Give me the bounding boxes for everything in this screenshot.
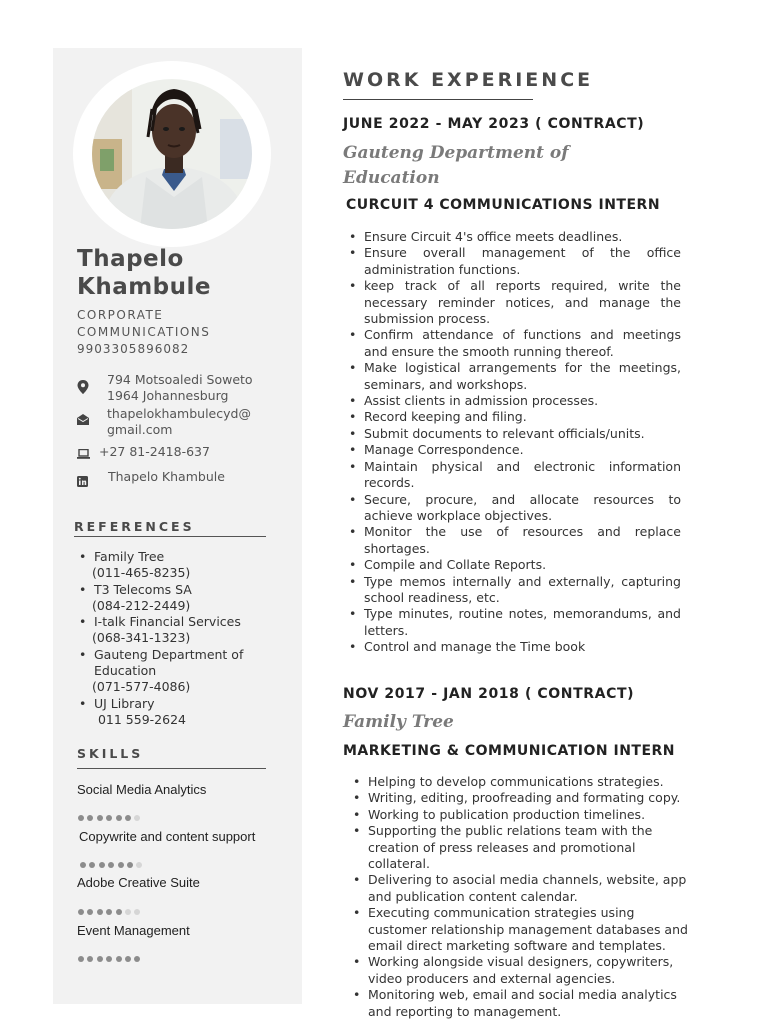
name-last: Khambule [77,274,212,300]
job-role: MARKETING & COMMUNICATION INTERN [343,743,676,759]
work-experience-rule [343,99,533,100]
rating-dot-filled [116,909,122,915]
reference-name: Gauteng Department of [94,646,244,662]
duty-item: • Type memos internally and externally, capturing school readiness, etc. [343,574,681,607]
list-item [77,582,277,615]
name-first: Thapelo [77,246,184,272]
skills-heading: SKILLS [77,746,144,761]
email-line1: thapelokhambulecyd@ [107,406,251,421]
contact-phone[interactable] [77,444,287,462]
email-line2: gmail.com [107,422,173,437]
duty-item: • Ensure Circuit 4's office meets deadlines. [343,229,681,245]
job-period: NOV 2017 - JAN 2018 ( CONTRACT) [343,686,635,702]
skills-rule [77,768,266,769]
address-line1: 794 Motsoaledi Soweto [107,372,253,387]
list-item [77,614,277,647]
rating-dot-filled [78,909,84,915]
job-period: JUNE 2022 - MAY 2023 ( CONTRACT) [343,116,645,132]
rating-dot-filled [97,815,103,821]
rating-dot-filled [125,956,131,962]
references-heading: REFERENCES [74,519,195,534]
rating-dot-filled [97,909,103,915]
job-duties-list [343,229,681,656]
profile-photo [92,79,252,229]
skill-name: Adobe Creative Suite [77,875,200,890]
employer-line2: Education [343,168,440,188]
reference-phone: (084-212-2449) [92,597,191,613]
laptop-icon [77,447,91,461]
references-list [77,549,277,728]
contact-linkedin[interactable] [77,469,287,487]
rating-dot-filled [78,815,84,821]
duty-item: • Working alongside visual designers, copywriters, video producers and external agencies. [347,954,690,987]
contact-address [77,372,287,406]
duty-item: • Compile and Collate Reports. [343,557,681,573]
rating-dot-filled [97,956,103,962]
references-rule [74,536,266,537]
duty-item: • Maintain physical and electronic information records. [343,459,681,492]
address-line2: 1964 Johannesburg [107,388,229,403]
reference-name: T3 Telecoms SA [94,581,192,597]
list-item [77,549,277,582]
reference-name: Family Tree [94,549,165,564]
skill-name: Copywrite and content support [79,829,256,844]
rating-dot-filled [80,862,86,868]
duty-item: • Helping to develop communications strategies. [347,774,690,790]
rating-dot-filled [127,862,133,868]
job-title-line2: COMMUNICATIONS [77,325,211,339]
duty-item: • Writing, editing, proofreading and formating copy. [347,790,690,806]
profile-name [77,245,287,301]
reference-phone: (071-577-4086) [92,679,191,695]
work-experience-heading: WORK EXPERIENCE [343,69,594,91]
skill-rating [78,900,144,908]
contact-email[interactable] [77,406,287,440]
reference-phone: 011 559-2624 [94,711,186,727]
job-role: CURCUIT 4 COMMUNICATIONS INTERN [346,197,661,213]
duty-item: • Type minutes, routine notes, memorandums, and letters. [343,606,681,639]
duty-item: • Confirm attendance of functions and meetings and ensure the smooth running thereof. [343,327,681,360]
duty-item: • Ensure overall management of the office administration functions. [343,245,681,278]
list-item [77,696,277,729]
job-duties-list [347,774,690,1020]
id-number: 9903305896082 [77,342,190,356]
job-employer: Family Tree [343,712,454,732]
rating-dot-filled [116,815,122,821]
duty-item: • Supporting the public relations team with the creation of press releases and promotional collateral. [347,823,690,872]
location-pin-icon [77,380,91,394]
duty-item: • Submit documents to relevant officials/units. [343,426,681,442]
rating-dot-empty [125,909,131,915]
linkedin-name: Thapelo Khambule [108,469,225,484]
skill-rating [80,853,146,861]
linkedin-icon [77,475,91,489]
duty-item: • Executing communication strategies using customer relationship management databases and email direct marketing software and templates. [347,905,690,954]
duty-item: • Assist clients in admission processes. [343,393,681,409]
duty-item: • keep track of all reports required, write the necessary reminder notices, and manage the submission process. [343,278,681,327]
reference-name: I-talk Financial Services [94,614,241,630]
envelope-icon [77,414,91,428]
reference-name: UJ Library [94,695,155,711]
duty-item: • Manage Correspondence. [343,442,681,458]
duty-item: • Make logistical arrangements for the meetings, seminars, and workshops. [343,360,681,393]
duty-item: • Monitoring web, email and social media analytics and reporting to management. [347,987,690,1020]
duty-item: • Secure, procure, and allocate resources to achieve workplace objectives. [343,492,681,525]
skill-name: Event Management [77,923,190,938]
skill-name: Social Media Analytics [77,782,207,797]
duty-item: • Working to publication production timelines. [347,807,690,823]
employer-line1: Gauteng Department of [343,143,569,163]
reference-name-cont: Education [94,663,157,679]
job-title-line1: CORPORATE [77,308,164,322]
rating-dot-filled [125,815,131,821]
reference-phone: (068-341-1323) [92,630,191,646]
rating-dot-filled [116,956,122,962]
rating-dot-filled [118,862,124,868]
job-employer [343,141,569,191]
list-item [77,647,277,696]
rating-dot-filled [99,862,105,868]
phone-number: +27 81-2418-637 [99,444,210,459]
duty-item: • Delivering to asocial media channels, website, app and publication content calendar. [347,872,690,905]
skill-rating [78,947,144,955]
rating-dot-filled [78,956,84,962]
skill-rating [78,806,144,814]
duty-item: • Record keeping and filing. [343,409,681,425]
reference-phone: (011-465-8235) [92,565,191,581]
duty-item: • Control and manage the Time book [343,639,681,655]
duty-item: • Monitor the use of resources and replace shortages. [343,524,681,557]
